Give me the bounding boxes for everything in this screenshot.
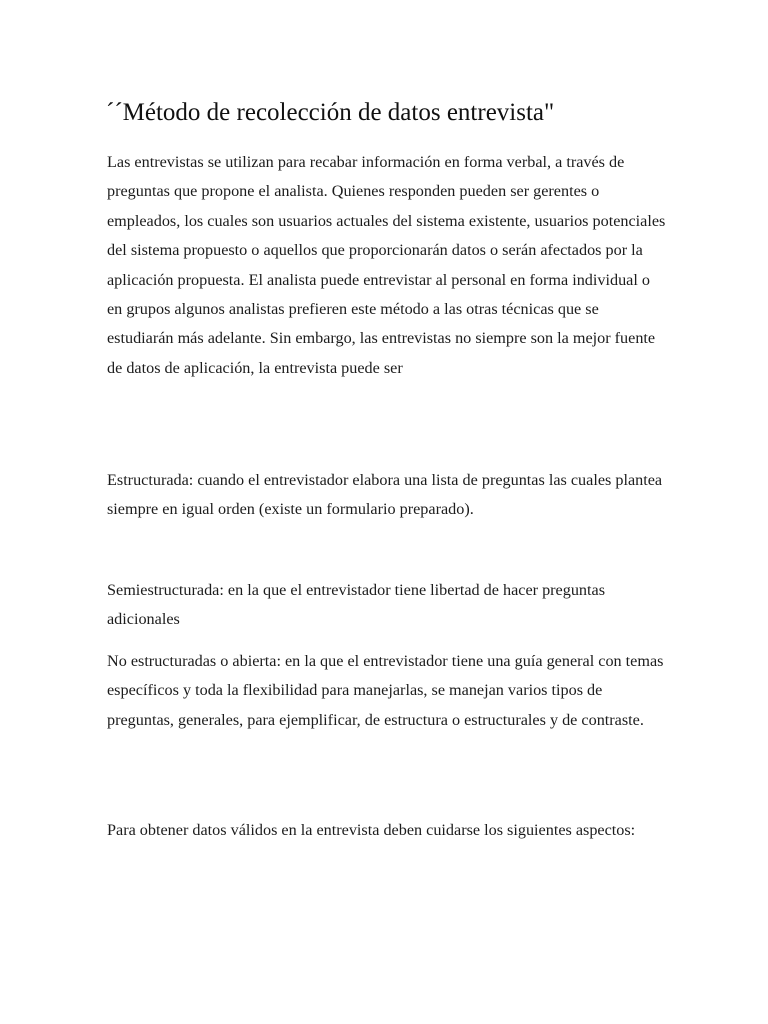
aspectos-paragraph: Para obtener datos válidos en la entrevista deben cuidarse los siguientes aspectos: bbox=[107, 821, 636, 839]
intro-paragraph: Las entrevistas se utilizan para recabar información en forma verbal, a través de preguntas que propone el analista. Quienes responden pueden ser gerentes o empleados, los cuales son usuarios actuales del sistema existente, usuarios potenciales del sistema propuesto o aquellos que proporcionarán datos o serán afectados por la aplicación propuesta. El analista puede entrevistar al personal en forma individual o en grupos algunos analistas prefieren este método a las otras técnicas que se estudiarán más adelante. Sin embargo, las entrevistas no siempre son la mejor fuente de datos de aplicación, la entrevista puede ser bbox=[107, 153, 666, 377]
semiestructurada-paragraph: Semiestructurada: en la que el entrevistador tiene libertad de hacer preguntas adicionales bbox=[107, 581, 606, 629]
estructurada-paragraph: Estructurada: cuando el entrevistador elabora una lista de preguntas las cuales plantea siempre en igual orden (existe un formulario preparado). bbox=[107, 471, 663, 519]
document-title: ´´Método de recolección de datos entrevista" bbox=[106, 99, 555, 126]
no-estructuradas-paragraph: No estructuradas o abierta: en la que el entrevistador tiene una guía general con temas específicos y toda la flexibilidad para manejarlas, se manejan varios tipos de preguntas, generales, para ejemplificar, de estructura o estructurales y de contraste. bbox=[107, 652, 664, 729]
